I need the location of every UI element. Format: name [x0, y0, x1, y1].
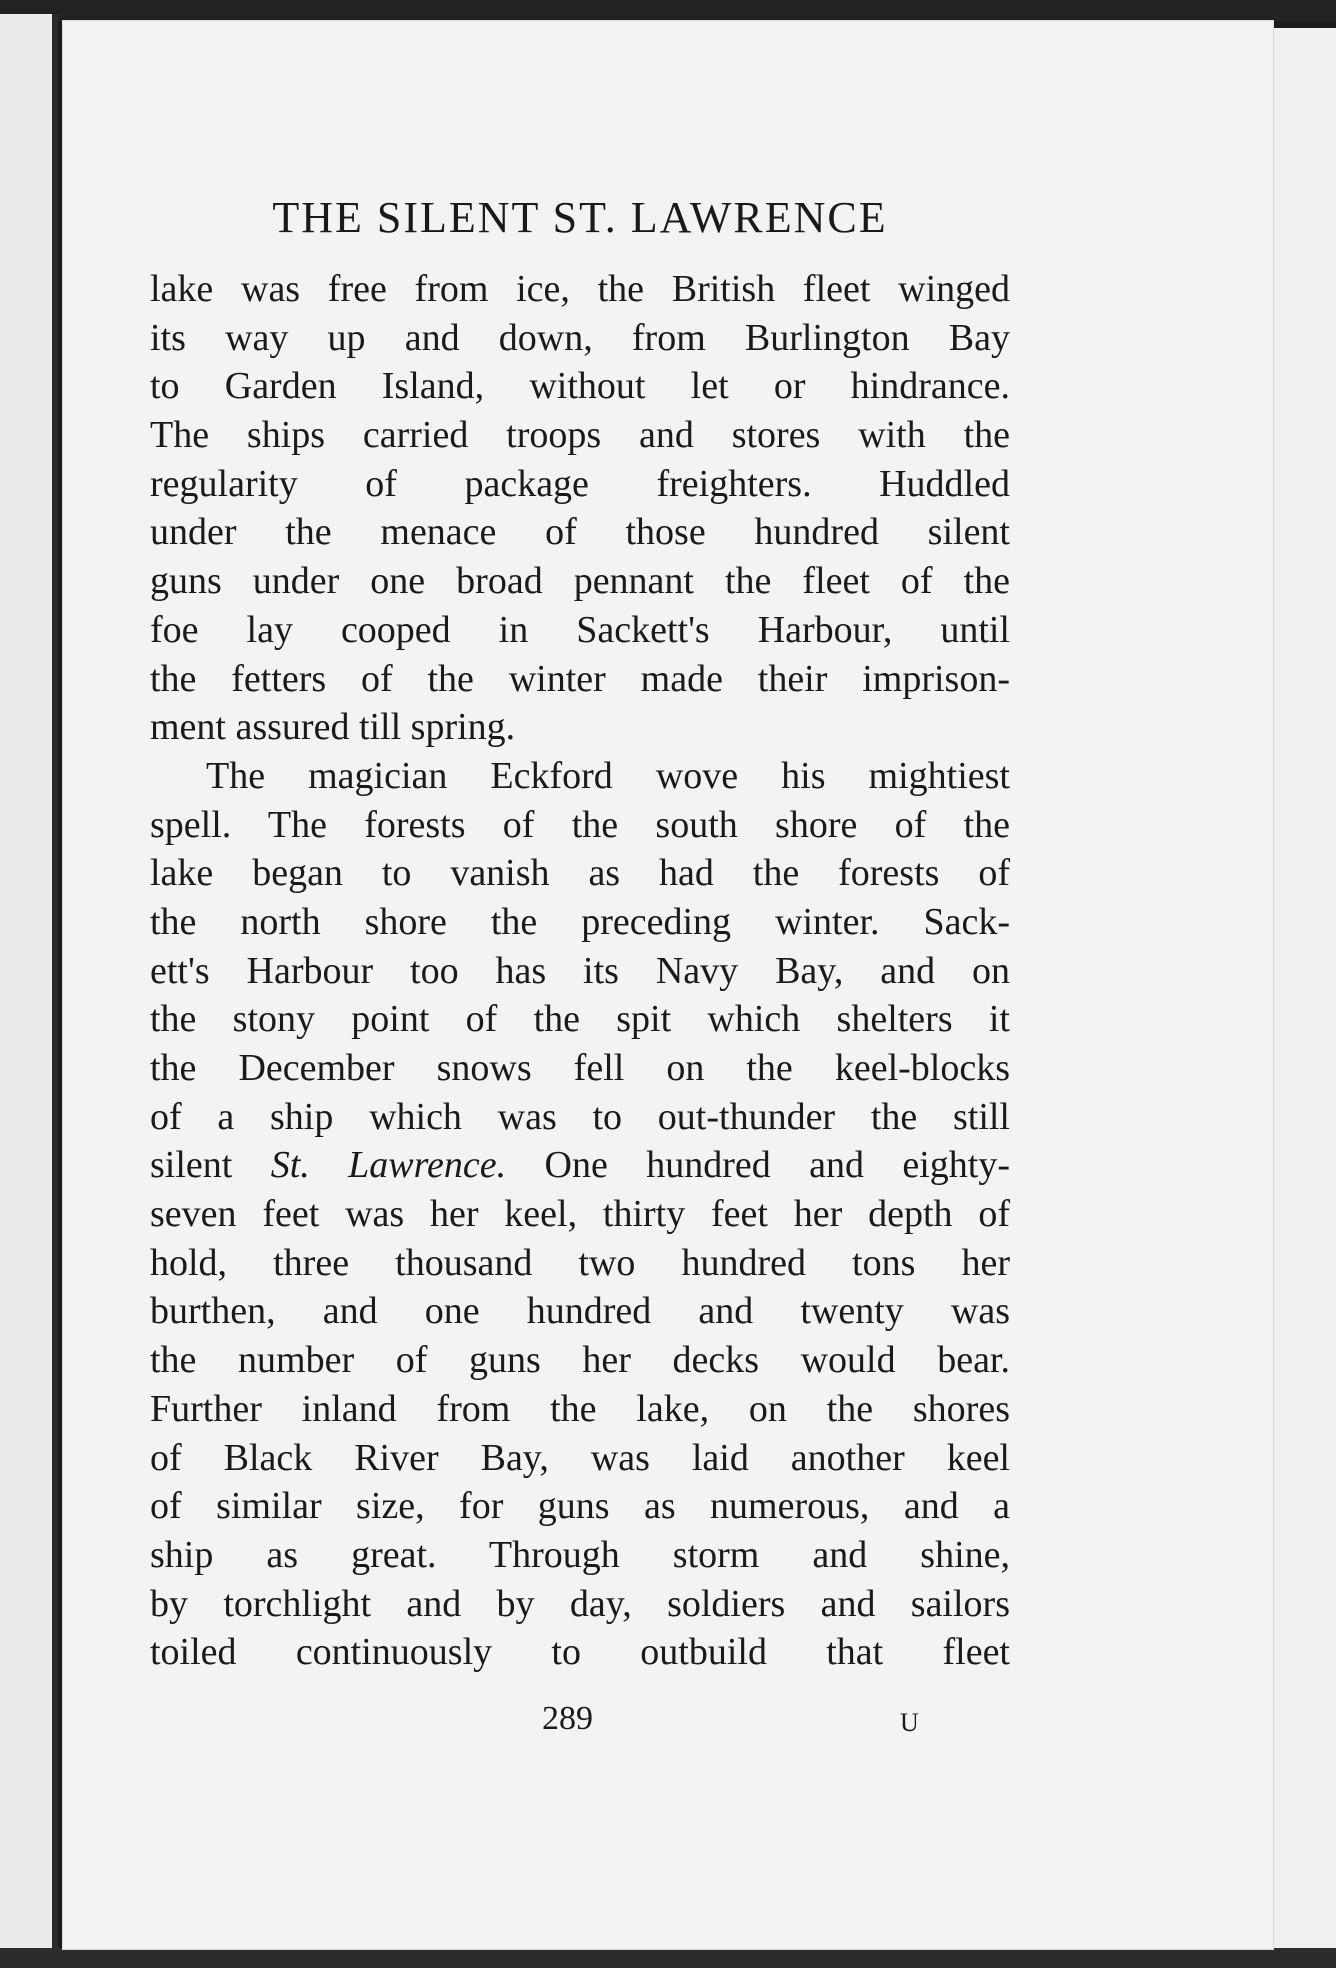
text-line: the number of guns her decks would bear.: [150, 1339, 1010, 1382]
text-line: the north shore the preceding winter. Sack-: [150, 900, 1010, 943]
text-line: the stony point of the spit which shelters it: [150, 998, 1010, 1041]
text-line: ship as great. Through storm and shine,: [150, 1533, 1010, 1576]
text-line: of a ship which was to out-thunder the still: [150, 1095, 1010, 1138]
scan-top-edge: [0, 0, 1336, 22]
text-line: burthen, and one hundred and twenty was: [150, 1290, 1010, 1333]
text-line: the December snows fell on the keel-blocks: [150, 1047, 1010, 1089]
text-line: Further inland from the lake, on the shores: [150, 1387, 1010, 1430]
page-number: 289: [542, 1700, 593, 1737]
text-line: to Garden Island, without let or hindrance.: [150, 365, 1010, 408]
text-line: guns under one broad pennant the fleet of the: [150, 560, 1010, 603]
text-line: under the menace of those hundred silent: [150, 511, 1010, 554]
text-line-st-lawrence: [150, 1141, 1010, 1190]
text-line: spell. The forests of the south shore of the: [150, 803, 1010, 846]
signature-mark: U: [900, 1708, 919, 1737]
text-line: by torchlight and by day, soldiers and sailors: [150, 1582, 1010, 1625]
text-line: The magician Eckford wove his mightiest: [206, 754, 1010, 797]
body-text: [150, 265, 1010, 1677]
text-line: ett's Harbour too has its Navy Bay, and on: [150, 949, 1010, 992]
text-line: of similar size, for guns as numerous, and a: [150, 1485, 1010, 1528]
left-page-edge: [0, 14, 58, 1949]
running-head: THE SILENT ST. LAWRENCE: [272, 193, 888, 242]
text-line: hold, three thousand two hundred tons her: [150, 1241, 1010, 1284]
text-line: toiled continuously to outbuild that fleet: [150, 1631, 1010, 1674]
text-line: of Black River Bay, was laid another keel: [150, 1436, 1010, 1479]
text-line: ment assured till spring.: [150, 706, 516, 749]
text-line: regularity of package freighters. Huddled: [150, 462, 1010, 505]
text-line: seven feet was her keel, thirty feet her depth of: [150, 1193, 1010, 1236]
text-segment: silent: [150, 1144, 271, 1187]
scan-bottom-edge: [0, 1948, 1336, 1968]
text-line: lake was free from ice, the British fleet winged: [150, 268, 1010, 310]
text-line: the fetters of the winter made their imprison-: [150, 657, 1010, 700]
text-line: lake began to vanish as had the forests of: [150, 852, 1010, 895]
text-line: foe lay cooped in Sackett's Harbour, until: [150, 608, 1010, 651]
ship-name-italic: St. Lawrence.: [270, 1144, 507, 1187]
text-segment: One hundred and eighty-: [506, 1144, 1010, 1187]
text-line: The ships carried troops and stores with the: [150, 414, 1010, 457]
text-line: its way up and down, from Burlington Bay: [150, 316, 1010, 359]
